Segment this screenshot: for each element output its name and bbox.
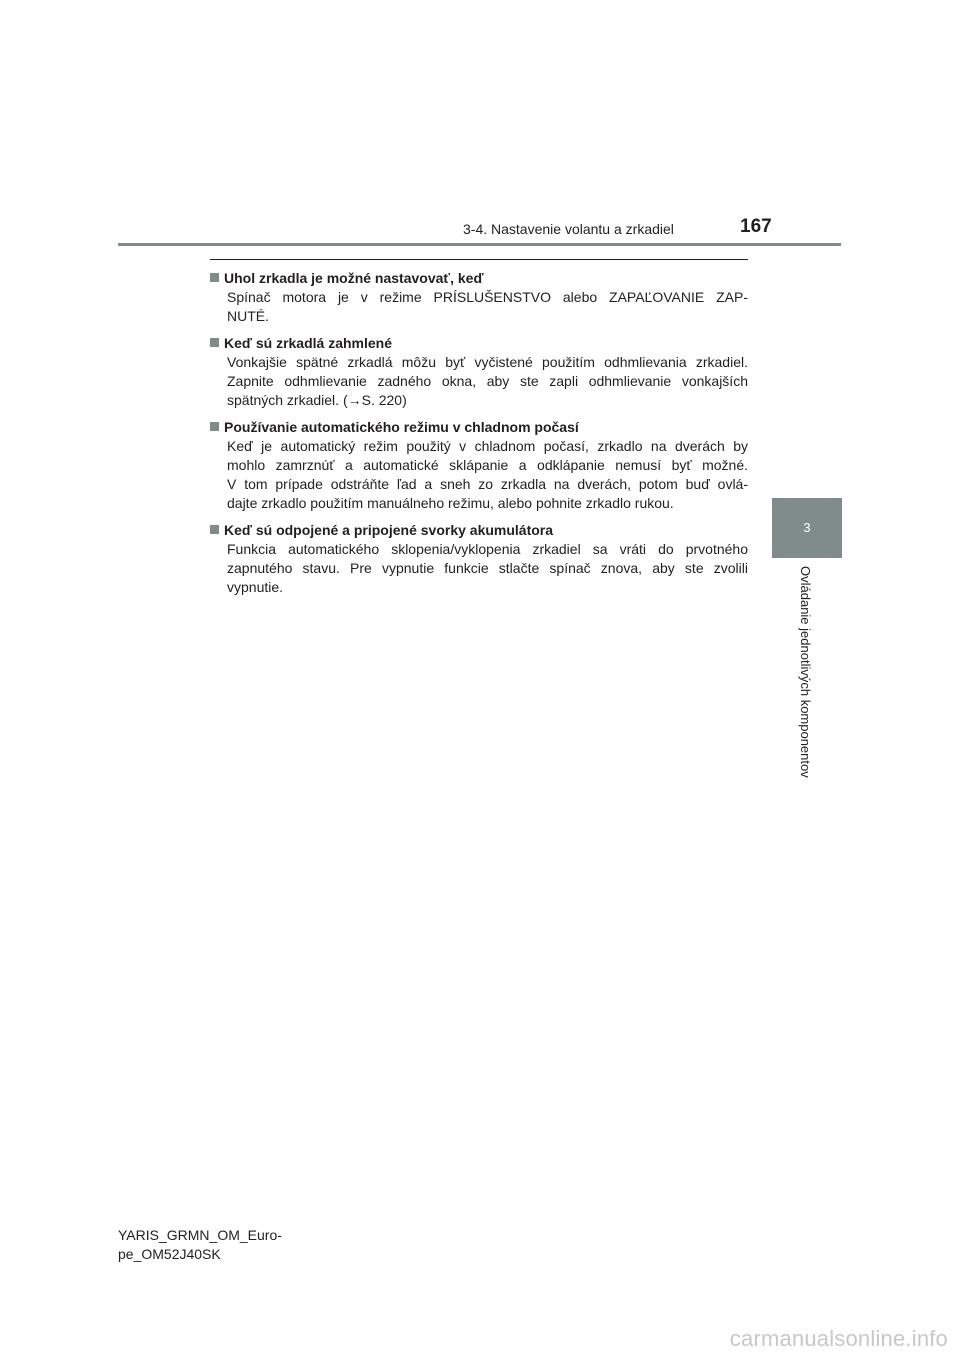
page-number: 167 [740, 216, 772, 237]
section-body [227, 288, 748, 326]
body-line: zapnutého stavu. Pre vypnutie funkcie stlačte spínač znova, aby ste zvolili [227, 560, 748, 576]
section-heading [210, 519, 748, 540]
section-heading-text: Keď sú odpojené a pripojené svorky akumulátora [224, 521, 554, 538]
chapter-number: 3 [803, 520, 811, 535]
body-line: dajte zrkadlo použitím manuálneho režimu, alebo pohnite zrkadlo rukou. [227, 495, 674, 511]
document-code-line: YARIS_GRMN_OM_Euro- [118, 1227, 282, 1243]
square-bullet-icon [210, 525, 219, 534]
section-heading [210, 332, 748, 353]
chapter-tab [772, 498, 842, 558]
main-content [210, 267, 748, 603]
body-line: NUTÉ. [227, 308, 269, 324]
body-line: Spínač motora je v režime PRÍSLUŠENSTVO alebo ZAPAĽOVANIE ZAP- [227, 289, 748, 305]
section-body [227, 437, 748, 513]
section-fogged-mirrors [210, 332, 748, 410]
section-heading [210, 416, 748, 437]
document-code [118, 1226, 282, 1264]
header-divider [118, 243, 841, 246]
body-line: Funkcia automatického sklopenia/vyklopenia zrkadiel sa vráti do prvotného [227, 541, 748, 557]
document-code-line: pe_OM52J40SK [118, 1246, 221, 1262]
square-bullet-icon [210, 422, 219, 431]
content-divider [210, 259, 748, 260]
body-line: Keď je automatický režim použitý v chladnom počasí, zrkadlo na dverách by [227, 438, 748, 454]
square-bullet-icon [210, 273, 219, 282]
body-line: vypnutie. [227, 579, 284, 595]
section-cold-weather [210, 416, 748, 513]
section-battery-terminals [210, 519, 748, 597]
square-bullet-icon [210, 338, 219, 347]
section-heading [210, 267, 748, 288]
section-title: 3-4. Nastavenie volantu a zrkadiel [463, 221, 674, 237]
body-line: V tom prípade odstráňte ľad a sneh zo zrkadla na dverách, potom buď ovlá- [227, 476, 748, 492]
section-heading-text: Používanie automatického režimu v chladnom počasí [224, 418, 579, 435]
body-line: Zapnite odhmlievanie zadného okna, aby ste zapli odhmlievanie vonkajších [227, 373, 748, 389]
section-mirror-angle [210, 267, 748, 326]
section-body [227, 353, 748, 410]
body-line: Vonkajšie spätné zrkadlá môžu byť vyčistené použitím odhmlievania zrkadiel. [227, 354, 748, 370]
chapter-label: Ovládanie jednotlivých komponentov [798, 566, 813, 778]
body-line: mohlo zamrznúť a automatické sklápanie a odklápanie nemusí byť možné. [227, 457, 748, 473]
watermark: carmanualsonline.info [729, 1326, 948, 1351]
section-body [227, 540, 748, 597]
section-heading-text: Uhol zrkadla je možné nastavovať, keď [224, 269, 484, 286]
body-line: spätných zrkadiel. (→S. 220) [227, 392, 407, 408]
section-heading-text: Keď sú zrkadlá zahmlené [224, 334, 393, 351]
